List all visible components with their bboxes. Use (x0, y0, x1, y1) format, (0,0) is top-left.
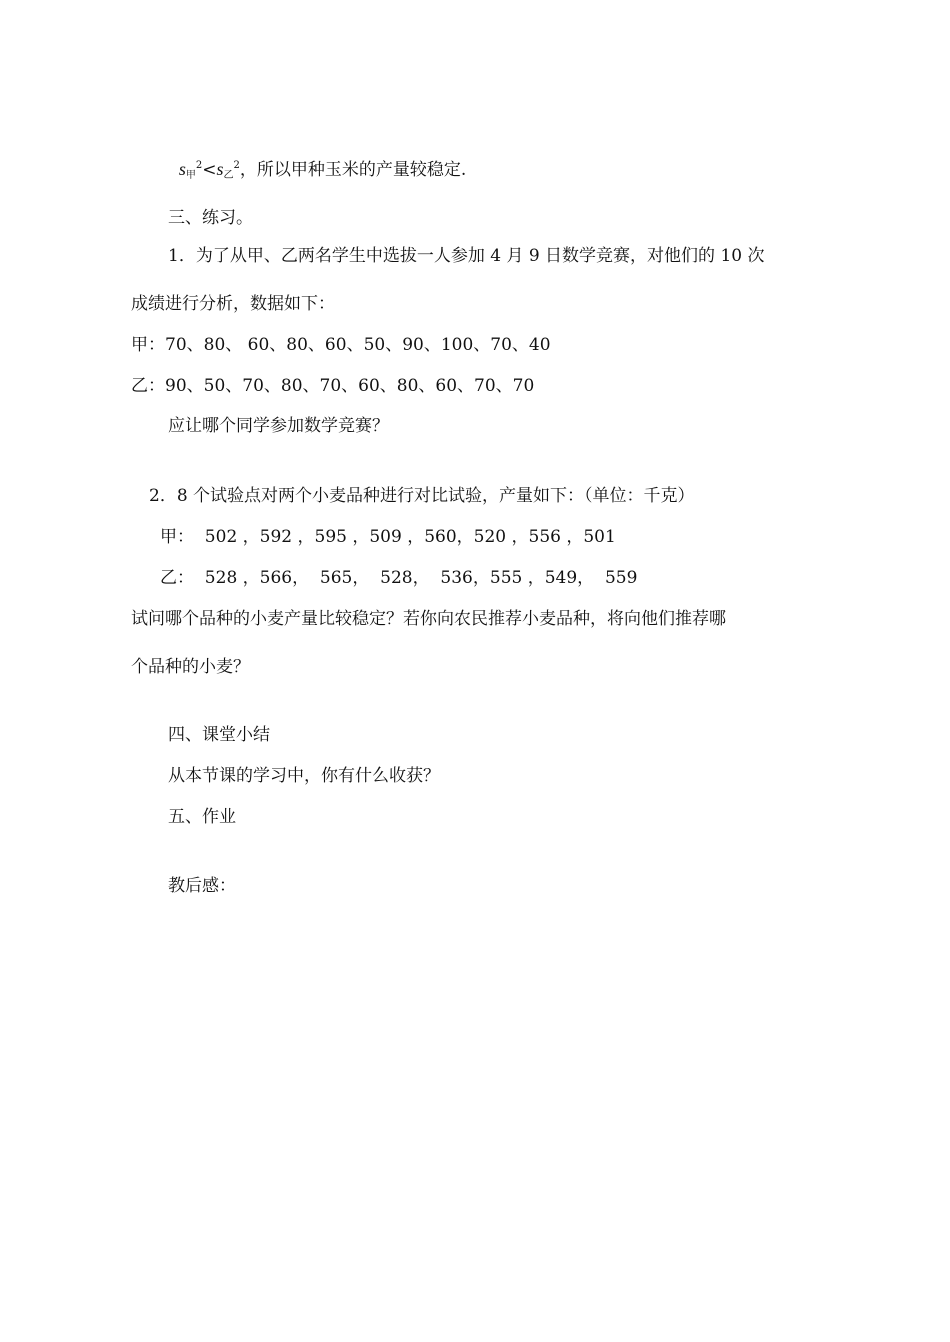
q2-row-jia: 甲： 502 ，592 ，595 ，509 ，560，520 ，556 ，501 (160, 527, 616, 547)
s-symbol: s (216, 159, 224, 179)
s-symbol: s (178, 159, 186, 179)
section-4-heading: 四、课堂小结 (168, 725, 270, 745)
section-5-heading: 五、作业 (168, 807, 236, 827)
conclusion-text: ，所以甲种玉米的产量较稳定. (239, 160, 467, 180)
q1-line1: 1．为了从甲、乙两名学生中选拔一人参加 4 月 9 日数学竞赛，对他们的 10 次 (168, 246, 765, 266)
subscript-yi: 乙 (223, 170, 234, 181)
reflection-label: 教后感： (168, 876, 236, 896)
superscript-2: 2 (233, 160, 240, 171)
section-4-text: 从本节课的学习中，你有什么收获？ (168, 766, 440, 786)
section-3-heading: 三、练习。 (168, 208, 253, 228)
q1-row-jia: 甲：70、80、 60、80、60、50、90、100、70、40 (131, 335, 551, 355)
q2-question-line2: 个品种的小麦？ (131, 657, 250, 677)
superscript-2: 2 (195, 160, 203, 171)
q1-row-yi: 乙：90、50、70、80、70、60、80、60、70、70 (131, 376, 535, 396)
less-than: < (202, 160, 217, 180)
variance-comparison (168, 136, 466, 184)
q2-question-line1: 试问哪个品种的小麦产量比较稳定？若你向农民推荐小麦品种，将向他们推荐哪 (131, 609, 726, 629)
q2-row-yi: 乙： 528 ，566， 565， 528， 536，555 ，549， 559 (160, 568, 638, 588)
q2-line1: 2．8 个试验点对两个小麦品种进行对比试验，产量如下：（单位：千克） (149, 486, 695, 506)
q1-line2: 成绩进行分析，数据如下： (131, 294, 335, 314)
q1-question: 应让哪个同学参加数学竞赛？ (168, 416, 389, 436)
subscript-jia: 甲 (185, 170, 196, 181)
